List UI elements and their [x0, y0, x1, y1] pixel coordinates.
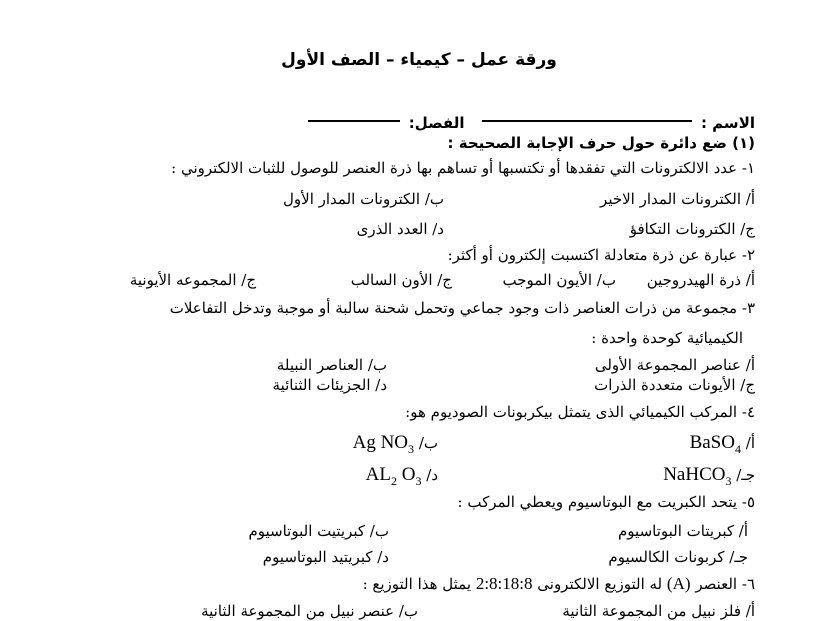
q2-option-b[interactable]: ب/ الأيون الموجب	[502, 271, 616, 289]
q4-option-a[interactable]	[690, 433, 755, 459]
question-1-text: ١- عدد الالكترونات التي تفقدها أو تكتسبها أو تساهم بها ذرة العنصر للوصول للثبات الالكتروني :	[171, 159, 755, 177]
q1-option-d[interactable]: د/ العدد الذرى	[356, 220, 444, 238]
q3-option-a[interactable]: أ/ عناصر المجموعة الأولى	[594, 356, 755, 374]
question-5-text: ٥- يتحد الكبريت مع البوتاسيوم ويعطي المركب :	[457, 493, 755, 511]
q4-option-b-formula: Ag $NO_3$	[352, 432, 415, 456]
q4-option-d[interactable]	[366, 465, 438, 491]
q4-option-c[interactable]	[663, 465, 755, 491]
q4-option-b[interactable]	[353, 433, 438, 459]
question-3-text: ٣- مجموعة من ذرات العناصر ذات وجود جماعي وتحمل شحنة سالبة أو موجبة وتدخل التفاعلات	[169, 299, 755, 317]
q2-option-d[interactable]: ج/ المجموعه الأيونية	[129, 271, 256, 289]
q4-option-a-prefix: أ/	[745, 434, 755, 452]
q4-option-a-formula: BaSO$_4$	[689, 432, 741, 456]
name-blank[interactable]	[482, 120, 692, 122]
question-3-text-cont: الكيميائية كوحدة واحدة :	[591, 329, 743, 347]
q6-option-b[interactable]: ب/ عنصر نبيل من المجموعة الثانية	[201, 602, 418, 620]
question-6-text: ٦- العنصر (A) له التوزيع الالكترونى 2:8:18:8 يمثل هذا التوزيع :	[362, 574, 755, 593]
q5-option-c[interactable]: جـ/ كربونات الكالسيوم	[608, 548, 748, 566]
q2-option-a[interactable]: أ/ ذرة الهيدروجين	[646, 271, 755, 289]
q1-option-b[interactable]: ب/ الكترونات المدار الأول	[283, 190, 444, 208]
page-title: ورقة عمل – كيمياء – الصف الأول	[281, 50, 557, 70]
q4-option-c-prefix: جـ/	[736, 466, 755, 484]
q5-option-d[interactable]: د/ كبريتيد البوتاسيوم	[262, 548, 389, 566]
q4-option-b-prefix: ب/	[418, 434, 438, 452]
q6-option-a[interactable]: أ/ فلز نبيل من المجموعة الثانية	[562, 602, 755, 620]
q2-option-c[interactable]: ج/ الأون السالب	[350, 271, 452, 289]
q5-option-a[interactable]: أ/ كبريتات البوتاسيوم	[618, 522, 748, 540]
q3-option-d[interactable]: د/ الجزيئات الثنائية	[272, 376, 387, 394]
q3-option-b[interactable]: ب/ العناصر النبيلة	[276, 356, 387, 374]
q1-option-a[interactable]: أ/ الكترونات المدار الاخير	[600, 190, 755, 208]
question-4-text: ٤- المركب الكيميائي الذى يتمثل بيكربونات الصوديوم هو:	[405, 403, 755, 421]
electron-config: 2:8:18:8	[475, 574, 533, 593]
name-field-row	[308, 113, 756, 133]
name-label: الاسم :	[700, 114, 755, 132]
q4-option-d-prefix: د/	[426, 466, 438, 484]
q1-option-c[interactable]: ج/ الكترونات التكافؤ	[629, 220, 755, 238]
question-2-text: ٢- عبارة عن ذرة متعادلة اكتسبت إلكترون أو أكثر:	[447, 246, 755, 264]
class-blank[interactable]	[308, 120, 400, 122]
q4-option-d-formula: $AL_2$ $O_3$	[365, 464, 422, 488]
element-symbol: (A)	[666, 574, 691, 593]
class-label: الفصل:	[408, 114, 465, 132]
section-heading: (١) ضع دائرة حول حرف الإجابة الصحيحة :	[447, 134, 755, 152]
q5-option-b[interactable]: ب/ كبريتيت البوتاسيوم	[248, 522, 389, 540]
q4-option-c-formula: NaHCO$_3$	[663, 464, 732, 488]
q3-option-c[interactable]: ج/ الأيونات متعددة الذرات	[594, 376, 755, 394]
